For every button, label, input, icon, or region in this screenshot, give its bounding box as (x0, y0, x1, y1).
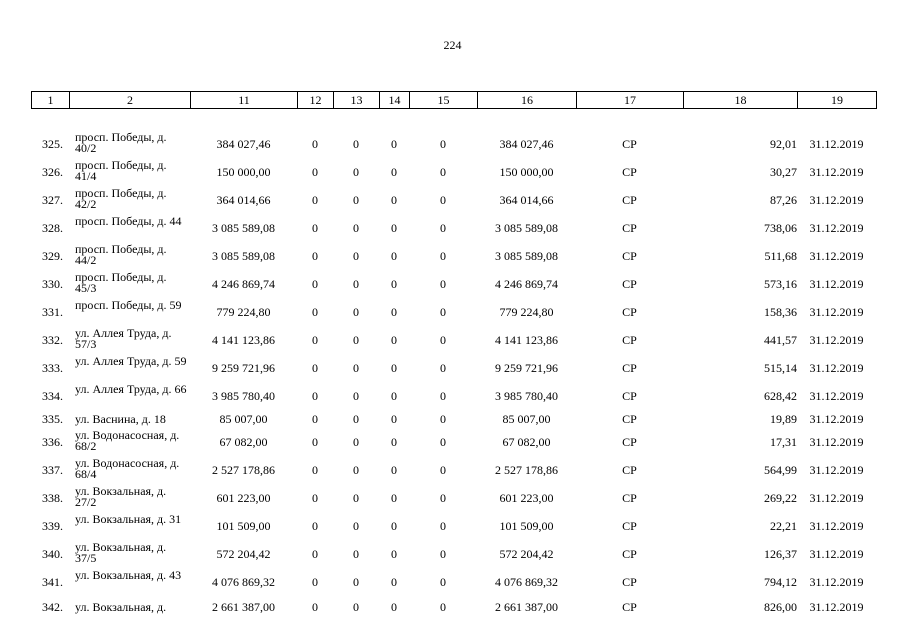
col-18-cell: 511,68 (764, 248, 797, 263)
col-13-cell: 0 (353, 136, 359, 151)
col-12-cell: 0 (312, 462, 318, 477)
table-row (31, 298, 876, 326)
col-18-cell: 794,12 (764, 574, 797, 589)
address-cell: просп. Победы, д. 45/3 (75, 270, 167, 295)
col-15-cell: 0 (440, 248, 446, 263)
col-15-cell: 0 (440, 360, 446, 375)
col-18-cell: 628,42 (764, 388, 797, 403)
col-17-cell: СР (622, 518, 637, 533)
col-12-cell: 0 (312, 411, 318, 426)
address-cell: ул. Вокзальная, д. 27/2 (75, 484, 167, 509)
address-cell: просп. Победы, д. 40/2 (75, 130, 167, 155)
col-18-cell: 158,36 (764, 304, 797, 319)
col-13-cell: 0 (353, 462, 359, 477)
table-row (31, 326, 876, 354)
col-12-cell: 0 (312, 248, 318, 263)
row-number: 327. (42, 192, 63, 207)
col-17-cell: СР (622, 599, 637, 614)
table-row (31, 456, 876, 484)
table-row (31, 158, 876, 186)
header-col-15: 15 (410, 92, 478, 109)
address-cell: просп. Победы, д. 59 (75, 298, 182, 312)
col-19-cell: 31.12.2019 (809, 490, 864, 505)
col-14-cell: 0 (391, 136, 397, 151)
table-row (31, 382, 876, 410)
col-15-cell: 0 (440, 136, 446, 151)
col-17-cell: СР (622, 136, 637, 151)
col-17-cell: СР (622, 304, 637, 319)
col-18-cell: 826,00 (764, 599, 797, 614)
col-15-cell: 0 (440, 192, 446, 207)
col-15-cell: 0 (440, 164, 446, 179)
col-15-cell: 0 (440, 574, 446, 589)
row-number: 338. (42, 490, 63, 505)
col-12-cell: 0 (312, 599, 318, 614)
col-17-cell: СР (622, 546, 637, 561)
col-14-cell: 0 (391, 332, 397, 347)
col-19-cell: 31.12.2019 (809, 304, 864, 319)
col-12-cell: 0 (312, 192, 318, 207)
address-cell: ул. Аллея Труда, д. 57/3 (75, 326, 172, 351)
col-11-cell: 150 000,00 (216, 164, 271, 179)
col-18-cell: 564,99 (764, 462, 797, 477)
col-16-cell: 3 985 780,40 (495, 388, 558, 403)
col-14-cell: 0 (391, 164, 397, 179)
col-13-cell: 0 (353, 434, 359, 449)
header-col-11: 11 (191, 92, 298, 109)
col-17-cell: СР (622, 276, 637, 291)
col-16-cell: 601 223,00 (499, 490, 554, 505)
col-12-cell: 0 (312, 546, 318, 561)
col-16-cell: 384 027,46 (499, 136, 554, 151)
col-16-cell: 779 224,80 (499, 304, 554, 319)
col-13-cell: 0 (353, 360, 359, 375)
col-16-cell: 9 259 721,96 (495, 360, 558, 375)
col-13-cell: 0 (353, 388, 359, 403)
col-17-cell: СР (622, 192, 637, 207)
table-row (31, 214, 876, 242)
col-18-cell: 19,89 (770, 411, 797, 426)
col-16-cell: 4 141 123,86 (495, 332, 558, 347)
col-19-cell: 31.12.2019 (809, 136, 864, 151)
table-body (31, 130, 876, 618)
col-19-cell: 31.12.2019 (809, 388, 864, 403)
col-19-cell: 31.12.2019 (809, 462, 864, 477)
col-11-cell: 2 527 178,86 (212, 462, 275, 477)
col-14-cell: 0 (391, 434, 397, 449)
col-19-cell: 31.12.2019 (809, 574, 864, 589)
col-18-cell: 738,06 (764, 220, 797, 235)
row-number: 328. (42, 220, 63, 235)
col-15-cell: 0 (440, 518, 446, 533)
col-17-cell: СР (622, 490, 637, 505)
table-row (31, 130, 876, 158)
col-18-cell: 573,16 (764, 276, 797, 291)
col-11-cell: 2 661 387,00 (212, 599, 275, 614)
col-13-cell: 0 (353, 220, 359, 235)
col-17-cell: СР (622, 411, 637, 426)
col-16-cell: 4 246 869,74 (495, 276, 558, 291)
page-number: 224 (443, 38, 462, 52)
header-col-13: 13 (334, 92, 380, 109)
col-11-cell: 601 223,00 (216, 490, 271, 505)
col-11-cell: 67 082,00 (219, 434, 268, 449)
address-cell: ул. Вокзальная, д. 43 (75, 568, 182, 582)
col-19-cell: 31.12.2019 (809, 164, 864, 179)
col-12-cell: 0 (312, 574, 318, 589)
table-row (31, 596, 876, 618)
col-17-cell: СР (622, 220, 637, 235)
col-14-cell: 0 (391, 192, 397, 207)
header-col-19: 19 (798, 92, 877, 109)
col-17-cell: СР (622, 332, 637, 347)
col-17-cell: СР (622, 574, 637, 589)
col-16-cell: 4 076 869,32 (495, 574, 558, 589)
col-12-cell: 0 (312, 136, 318, 151)
col-19-cell: 31.12.2019 (809, 360, 864, 375)
col-18-cell: 22,21 (770, 518, 797, 533)
col-16-cell: 3 085 589,08 (495, 220, 558, 235)
col-13-cell: 0 (353, 332, 359, 347)
col-16-cell: 572 204,42 (499, 546, 554, 561)
col-11-cell: 3 085 589,08 (212, 248, 275, 263)
col-11-cell: 3 085 589,08 (212, 220, 275, 235)
header-col-12: 12 (298, 92, 334, 109)
address-cell: просп. Победы, д. 44/2 (75, 242, 167, 267)
col-14-cell: 0 (391, 599, 397, 614)
col-14-cell: 0 (391, 546, 397, 561)
row-number: 337. (42, 462, 63, 477)
col-13-cell: 0 (353, 304, 359, 319)
col-12-cell: 0 (312, 332, 318, 347)
col-15-cell: 0 (440, 220, 446, 235)
table-header (31, 91, 877, 109)
col-15-cell: 0 (440, 276, 446, 291)
table-row (31, 540, 876, 568)
col-13-cell: 0 (353, 599, 359, 614)
address-cell: ул. Вокзальная, д. (75, 599, 167, 614)
col-18-cell: 92,01 (770, 136, 797, 151)
address-cell: просп. Победы, д. 42/2 (75, 186, 167, 211)
col-19-cell: 31.12.2019 (809, 192, 864, 207)
row-number: 335. (42, 411, 63, 426)
col-12-cell: 0 (312, 220, 318, 235)
table-row (31, 354, 876, 382)
header-col-14: 14 (380, 92, 410, 109)
col-14-cell: 0 (391, 518, 397, 533)
col-14-cell: 0 (391, 411, 397, 426)
col-18-cell: 269,22 (764, 490, 797, 505)
col-12-cell: 0 (312, 434, 318, 449)
col-19-cell: 31.12.2019 (809, 220, 864, 235)
col-13-cell: 0 (353, 192, 359, 207)
address-cell: просп. Победы, д. 41/4 (75, 158, 167, 183)
col-11-cell: 364 014,66 (216, 192, 271, 207)
table-row (31, 186, 876, 214)
address-cell: ул. Аллея Труда, д. 66 (75, 382, 187, 396)
address-cell: ул. Вокзальная, д. 37/5 (75, 540, 167, 565)
col-16-cell: 101 509,00 (499, 518, 554, 533)
col-16-cell: 67 082,00 (502, 434, 551, 449)
col-15-cell: 0 (440, 462, 446, 477)
address-cell: ул. Аллея Труда, д. 59 (75, 354, 187, 368)
header-col-2: 2 (70, 92, 191, 109)
header-col-18: 18 (684, 92, 798, 109)
col-13-cell: 0 (353, 574, 359, 589)
col-11-cell: 4 246 869,74 (212, 276, 275, 291)
address-cell: ул. Васнина, д. 18 (75, 411, 166, 426)
col-15-cell: 0 (440, 411, 446, 426)
col-15-cell: 0 (440, 599, 446, 614)
col-19-cell: 31.12.2019 (809, 276, 864, 291)
col-15-cell: 0 (440, 546, 446, 561)
row-number: 336. (42, 434, 63, 449)
col-19-cell: 31.12.2019 (809, 546, 864, 561)
col-17-cell: СР (622, 164, 637, 179)
col-15-cell: 0 (440, 332, 446, 347)
col-19-cell: 31.12.2019 (809, 599, 864, 614)
col-11-cell: 384 027,46 (216, 136, 271, 151)
col-13-cell: 0 (353, 411, 359, 426)
col-11-cell: 3 985 780,40 (212, 388, 275, 403)
col-15-cell: 0 (440, 388, 446, 403)
table-row (31, 512, 876, 540)
header-col-16: 16 (478, 92, 577, 109)
col-11-cell: 779 224,80 (216, 304, 271, 319)
col-19-cell: 31.12.2019 (809, 248, 864, 263)
col-14-cell: 0 (391, 276, 397, 291)
col-18-cell: 30,27 (770, 164, 797, 179)
row-number: 325. (42, 136, 63, 151)
address-cell: ул. Водонасосная, д. 68/4 (75, 456, 180, 481)
col-14-cell: 0 (391, 220, 397, 235)
col-13-cell: 0 (353, 248, 359, 263)
col-17-cell: СР (622, 388, 637, 403)
col-16-cell: 3 085 589,08 (495, 248, 558, 263)
col-11-cell: 4 141 123,86 (212, 332, 275, 347)
row-number: 326. (42, 164, 63, 179)
col-11-cell: 4 076 869,32 (212, 574, 275, 589)
row-number: 342. (42, 599, 63, 614)
table-row (31, 410, 876, 428)
row-number: 334. (42, 388, 63, 403)
col-14-cell: 0 (391, 304, 397, 319)
col-19-cell: 31.12.2019 (809, 518, 864, 533)
col-14-cell: 0 (391, 360, 397, 375)
row-number: 331. (42, 304, 63, 319)
col-12-cell: 0 (312, 518, 318, 533)
row-number: 330. (42, 276, 63, 291)
col-14-cell: 0 (391, 248, 397, 263)
table-row (31, 428, 876, 456)
col-14-cell: 0 (391, 490, 397, 505)
col-11-cell: 101 509,00 (216, 518, 271, 533)
col-16-cell: 364 014,66 (499, 192, 554, 207)
col-19-cell: 31.12.2019 (809, 411, 864, 426)
col-15-cell: 0 (440, 434, 446, 449)
table-row (31, 484, 876, 512)
col-11-cell: 572 204,42 (216, 546, 271, 561)
col-17-cell: СР (622, 248, 637, 263)
col-12-cell: 0 (312, 276, 318, 291)
table-row (31, 568, 876, 596)
row-number: 339. (42, 518, 63, 533)
col-19-cell: 31.12.2019 (809, 434, 864, 449)
row-number: 340. (42, 546, 63, 561)
col-18-cell: 515,14 (764, 360, 797, 375)
row-number: 333. (42, 360, 63, 375)
header-col-1: 1 (32, 92, 70, 109)
address-cell: просп. Победы, д. 44 (75, 214, 182, 228)
col-12-cell: 0 (312, 304, 318, 319)
col-12-cell: 0 (312, 490, 318, 505)
col-19-cell: 31.12.2019 (809, 332, 864, 347)
col-16-cell: 2 527 178,86 (495, 462, 558, 477)
table-row (31, 270, 876, 298)
table-row (31, 242, 876, 270)
row-number: 332. (42, 332, 63, 347)
col-16-cell: 85 007,00 (502, 411, 551, 426)
col-14-cell: 0 (391, 462, 397, 477)
row-number: 341. (42, 574, 63, 589)
col-16-cell: 2 661 387,00 (495, 599, 558, 614)
col-13-cell: 0 (353, 518, 359, 533)
col-18-cell: 17,31 (770, 434, 797, 449)
header-col-17: 17 (577, 92, 684, 109)
address-cell: ул. Вокзальная, д. 31 (75, 512, 182, 526)
col-17-cell: СР (622, 434, 637, 449)
col-15-cell: 0 (440, 490, 446, 505)
col-18-cell: 441,57 (764, 332, 797, 347)
col-11-cell: 85 007,00 (219, 411, 268, 426)
col-15-cell: 0 (440, 304, 446, 319)
col-14-cell: 0 (391, 574, 397, 589)
col-16-cell: 150 000,00 (499, 164, 554, 179)
col-11-cell: 9 259 721,96 (212, 360, 275, 375)
address-cell: ул. Водонасосная, д. 68/2 (75, 428, 180, 453)
col-17-cell: СР (622, 360, 637, 375)
col-14-cell: 0 (391, 388, 397, 403)
col-12-cell: 0 (312, 164, 318, 179)
col-17-cell: СР (622, 462, 637, 477)
col-12-cell: 0 (312, 388, 318, 403)
col-13-cell: 0 (353, 276, 359, 291)
col-13-cell: 0 (353, 546, 359, 561)
row-number: 329. (42, 248, 63, 263)
col-13-cell: 0 (353, 164, 359, 179)
col-18-cell: 126,37 (764, 546, 797, 561)
col-13-cell: 0 (353, 490, 359, 505)
col-18-cell: 87,26 (770, 192, 797, 207)
col-12-cell: 0 (312, 360, 318, 375)
